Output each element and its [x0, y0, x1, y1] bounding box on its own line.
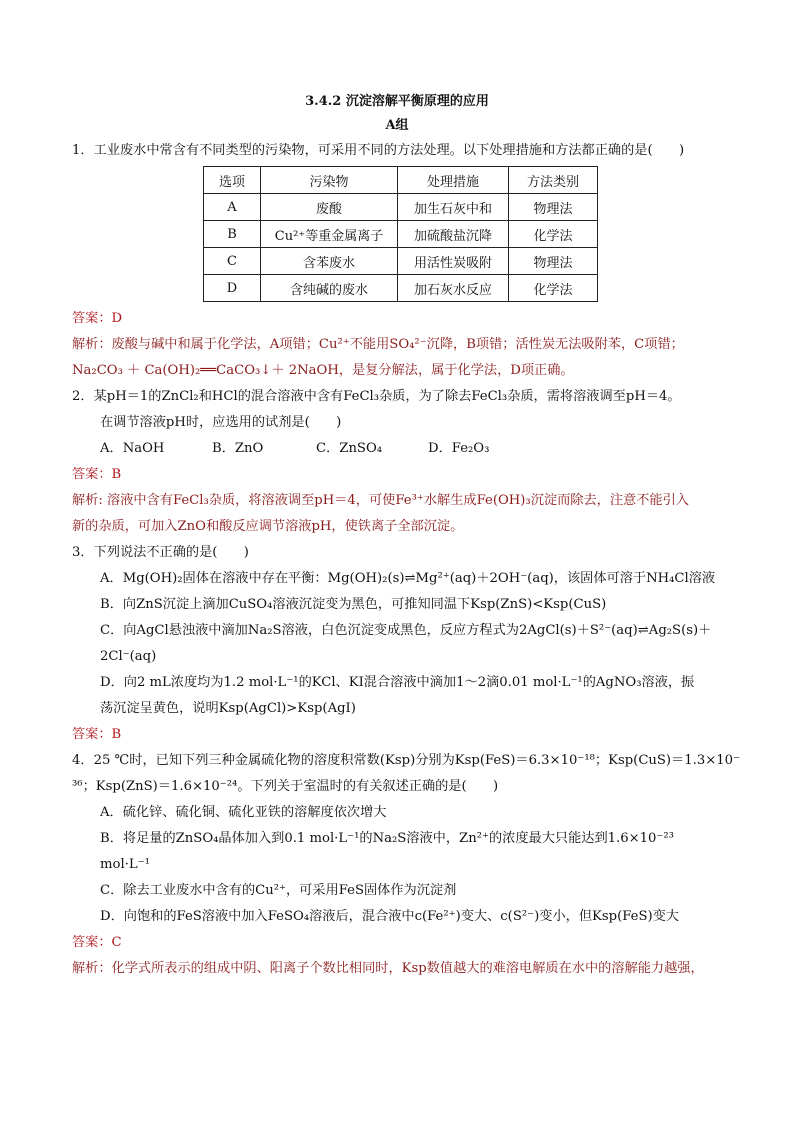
table-cell: 物理法: [509, 248, 598, 275]
q4-stem-line-2: ³⁶；Ksp(ZnS)＝1.6×10⁻²⁴。下列关于室温时的有关叙述正确的是( ): [72, 779, 499, 794]
q3-stem: 3．下列说法不正确的是( ): [72, 545, 249, 560]
q1-answer: 答案：D: [72, 311, 123, 326]
page-title: 3.4.2 沉淀溶解平衡原理的应用: [305, 94, 489, 109]
q1-explanation-line-1: 解析：废酸与碱中和属于化学法，A项错；Cu²⁺不能用SO₄²⁻沉降，B项错；活性炭无法吸附苯，C项错；: [72, 337, 684, 352]
table-header-cell: 污染物: [261, 167, 398, 194]
q4-answer: 答案：C: [72, 935, 122, 950]
q1-table: [203, 166, 598, 302]
table-cell: B: [204, 221, 261, 248]
q3-option-d-line-2: 荡沉淀呈黄色，说明Ksp(AgCl)>Ksp(AgI): [100, 701, 356, 716]
q4-option-b-line-1: B．将足量的ZnSO₄晶体加入到0.1 mol·L⁻¹的Na₂S溶液中，Zn²⁺的浓度最大只能达到1.6×10⁻²³: [100, 831, 674, 846]
q1-explanation-line-2: Na₂CO₃ ＋ Ca(OH)₂══CaCO₃↓＋ 2NaOH，是复分解法，属于化学法，D项正确。: [72, 363, 574, 378]
table-cell: A: [204, 194, 261, 221]
q1-stem: 1．工业废水中常含有不同类型的污染物，可采用不同的方法处理。以下处理措施和方法都正确的是( ): [72, 143, 685, 158]
table-cell: 废酸: [261, 194, 398, 221]
q3-answer: 答案：B: [72, 727, 122, 742]
table-cell: 用活性炭吸附: [398, 248, 509, 275]
table-cell: 加硫酸盐沉降: [398, 221, 509, 248]
table-cell: Cu²⁺等重金属离子: [261, 221, 398, 248]
q3-option-c-line-1: C．向AgCl悬浊液中滴加Na₂S溶液，白色沉淀变成黑色，反应方程式为2AgCl(s)＋S²⁻(aq)⇌Ag₂S(s)＋: [100, 623, 712, 638]
q2-option-c: C．ZnSO₄: [316, 441, 383, 456]
table-cell: 加生石灰中和: [398, 194, 509, 221]
table-header-cell: 处理措施: [398, 167, 509, 194]
table-cell: 加石灰水反应: [398, 275, 509, 302]
q2-answer: 答案：B: [72, 467, 122, 482]
q3-option-d-line-1: D．向2 mL浓度均为1.2 mol·L⁻¹的KCl、KI混合溶液中滴加1～2滴0.01 mol·L⁻¹的AgNO₃溶液，振: [100, 675, 695, 690]
q4-option-b-line-2: mol·L⁻¹: [100, 857, 150, 872]
q4-option-d: D．向饱和的FeS溶液中加入FeSO₄溶液后，混合液中c(Fe²⁺)变大、c(S²⁻)变小，但Ksp(FeS)变大: [100, 909, 679, 924]
q4-option-c: C．除去工业废水中含有的Cu²⁺，可采用FeS固体作为沉淀剂: [100, 883, 457, 898]
table-row: [204, 194, 598, 221]
q2-options: [72, 436, 722, 462]
table-cell: D: [204, 275, 261, 302]
table-cell: 含纯碱的废水: [261, 275, 398, 302]
q2-option-a: A．NaOH: [100, 441, 165, 456]
q4-explanation-line-1: 解析：化学式所表示的组成中阴、阳离子个数比相同时，Ksp数值越大的难溶电解质在水中的溶解能力越强，: [72, 961, 704, 976]
table-header-cell: 选项: [204, 167, 261, 194]
q2-stem-line-2: 在调节溶液pH时，应选用的试剂是( ): [100, 415, 342, 430]
table-cell: C: [204, 248, 261, 275]
document-page: [72, 90, 741, 982]
table-row: [204, 221, 598, 248]
q2-stem-line-1: 2．某pH＝1的ZnCl₂和HCl的混合溶液中含有FeCl₃杂质，为了除去FeCl₃杂质，需将溶液调至pH＝4。: [72, 389, 681, 404]
table-cell: 化学法: [509, 221, 598, 248]
table-row: [204, 248, 598, 275]
table-cell: 含苯废水: [261, 248, 398, 275]
table-cell: 物理法: [509, 194, 598, 221]
q4-option-a: A．硫化锌、硫化铜、硫化亚铁的溶解度依次增大: [100, 805, 387, 820]
q2-option-b: B．ZnO: [212, 441, 264, 456]
table-header-row: [204, 167, 598, 194]
q2-explanation-line-2: 新的杂质，可加入ZnO和酸反应调节溶液pH，使铁离子全部沉淀。: [72, 519, 464, 534]
q3-option-a: A．Mg(OH)₂固体在溶液中存在平衡：Mg(OH)₂(s)⇌Mg²⁺(aq)＋2OH⁻(aq)，该固体可溶于NH₄Cl溶液: [100, 571, 716, 586]
q2-explanation-line-1: 解析: 溶液中含有FeCl₃杂质，将溶液调至pH＝4，可使Fe³⁺水解生成Fe(OH)₃沉淀而除去，注意不能引入: [72, 493, 689, 508]
q3-option-b: B．向ZnS沉淀上滴加CuSO₄溶液沉淀变为黑色，可推知同温下Ksp(ZnS)<Ksp(CuS): [100, 597, 607, 612]
table-cell: 化学法: [509, 275, 598, 302]
q2-option-d: D．Fe₂O₃: [428, 441, 490, 456]
q4-stem-line-1: 4．25 ℃时，已知下列三种金属硫化物的溶度积常数(Ksp)分别为Ksp(FeS)＝6.3×10⁻¹⁸；Ksp(CuS)＝1.3×10⁻: [72, 753, 741, 768]
table-row: [204, 275, 598, 302]
group-heading: A组: [385, 118, 409, 133]
table-header-cell: 方法类别: [509, 167, 598, 194]
q3-option-c-line-2: 2Cl⁻(aq): [100, 649, 157, 664]
